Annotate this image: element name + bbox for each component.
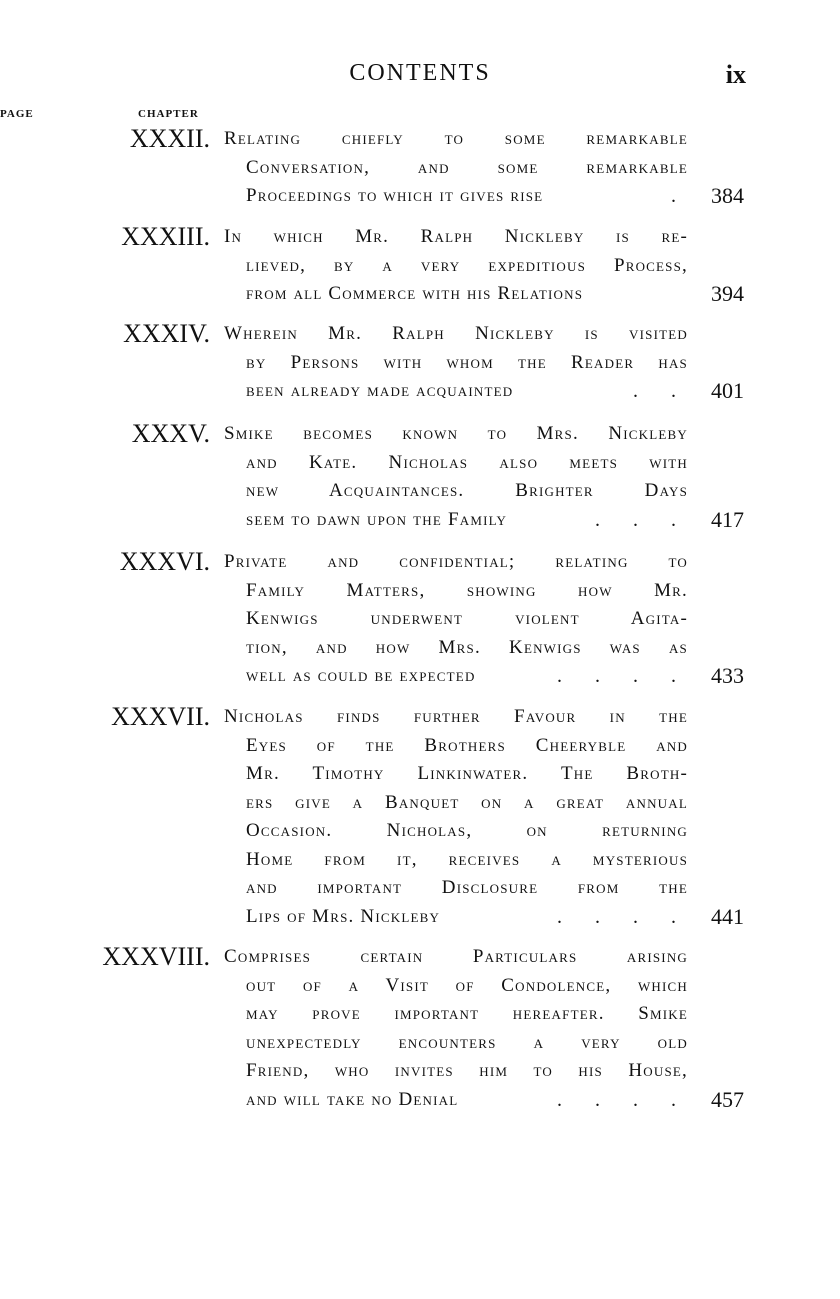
chapter-title-line: Mr. Timothy Linkinwater. The Broth- <box>246 763 688 784</box>
page-ref: 441 <box>711 903 744 929</box>
chapter-title-line: seem to dawn upon the Family <box>246 508 508 530</box>
chapter-title-line: out of a Visit of Condolence, which <box>246 974 688 996</box>
chapter-title-line: Smike becomes known to Mrs. Nickleby <box>224 423 688 444</box>
chapter-title-line: Occasion. Nicholas, on returning <box>246 820 688 841</box>
chapter-title-line: new Acquaintances. Brighter Days <box>246 480 688 501</box>
chapter-title-line: Friend, who invites him to his House, <box>246 1060 688 1081</box>
page-ref: 394 <box>711 281 744 306</box>
chapter-column-label: CHAPTER <box>138 108 199 120</box>
page-title: CONTENTS <box>349 60 491 86</box>
page-ref: 417 <box>711 506 744 532</box>
dot-leader: . <box>671 185 690 207</box>
chapter-title-line: Relating chiefly to some remarkable <box>224 128 688 149</box>
chapter-number: XXXII. <box>129 124 210 153</box>
chapter-title-line: lieved, by a very expeditious Process, <box>246 254 688 276</box>
chapter-title-line: by Persons with whom the Reader has <box>246 351 688 373</box>
chapter-title-line: well as could be expected <box>246 665 476 686</box>
chapter-number: XXXVI. <box>119 547 210 576</box>
page-ref: 384 <box>711 183 744 208</box>
chapter-title-line: and will take no Denial <box>246 1088 459 1110</box>
chapter-title-line: unexpectedly encounters a very old <box>246 1031 688 1053</box>
page-number: ix <box>725 60 746 89</box>
chapter-number: XXXIV. <box>123 319 210 348</box>
chapter-number: XXXVIII. <box>102 942 210 971</box>
chapter-number: XXXVII. <box>111 702 210 731</box>
chapter-title-line: Conversation, and some remarkable <box>246 156 688 178</box>
chapter-number: XXXV. <box>131 419 210 448</box>
dot-leader: . . <box>633 380 690 402</box>
chapter-title-line: and Kate. Nicholas also meets with <box>246 451 688 473</box>
chapter-title-line: Home from it, receives a mysterious <box>246 848 688 870</box>
chapter-title-line: Proceedings to which it gives rise <box>246 185 544 206</box>
chapter-title-line: Private and confidential; relating to <box>224 551 688 572</box>
chapter-title-line: ers give a Banquet on a great annual <box>246 791 688 813</box>
chapter-title-line: may prove important hereafter. Smike <box>246 1003 688 1024</box>
chapter-title-line: Family Matters, showing how Mr. <box>246 579 688 601</box>
chapter-title-line: Kenwigs underwent violent Agita- <box>246 608 688 629</box>
chapter-title-line: Comprises certain Particulars arising <box>224 946 688 967</box>
chapter-title-line: been already made acquainted <box>246 380 514 401</box>
chapter-title-line: and important Disclosure from the <box>246 877 688 898</box>
chapter-title-line: Nicholas finds further Favour in the <box>224 706 688 727</box>
dot-leader: . . . . <box>557 665 690 687</box>
dot-leader: . . . . <box>557 905 690 928</box>
chapter-number: XXXIII. <box>121 222 210 251</box>
page-ref: 401 <box>711 378 744 403</box>
dot-leader: . . . . <box>557 1088 690 1111</box>
chapter-title-line: Lips of Mrs. Nickleby <box>246 905 441 927</box>
chapter-title-line: tion, and how Mrs. Kenwigs was as <box>246 636 688 658</box>
chapter-title-line: from all Commerce with his Relations <box>246 283 584 304</box>
chapter-title-line: Wherein Mr. Ralph Nickleby is visited <box>224 323 688 344</box>
page-ref: 457 <box>711 1086 744 1112</box>
chapter-title-line: Eyes of the Brothers Cheeryble and <box>246 734 688 756</box>
dot-leader: . . . <box>595 508 690 531</box>
page-ref: 433 <box>711 663 744 688</box>
chapter-title-line: In which Mr. Ralph Nickleby is re- <box>224 226 688 247</box>
page-column-label: PAGE <box>0 108 34 120</box>
